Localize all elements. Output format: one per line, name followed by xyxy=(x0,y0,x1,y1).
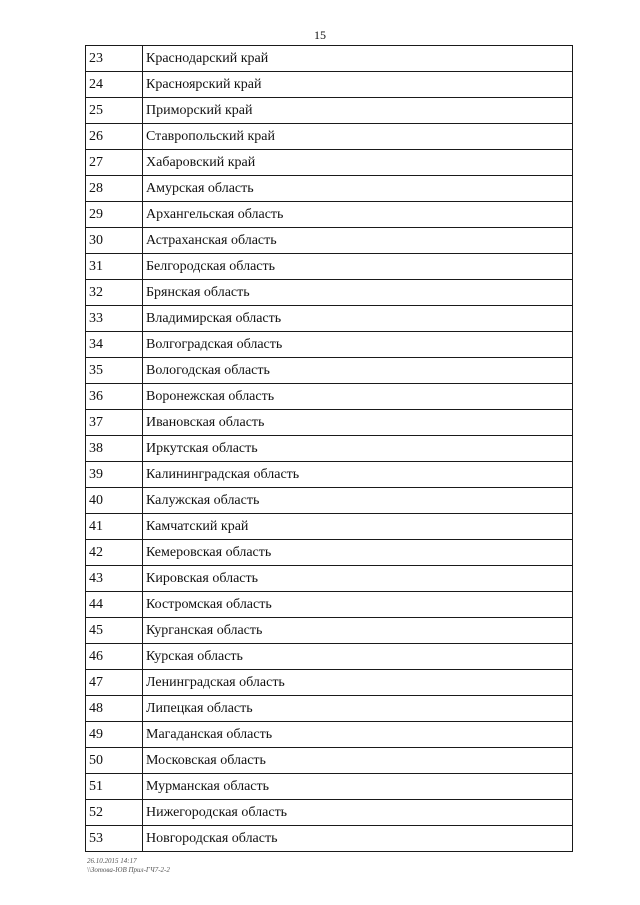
row-number-cell: 49 xyxy=(86,722,143,748)
row-number-cell: 27 xyxy=(86,150,143,176)
table-row xyxy=(86,774,573,800)
region-name-cell: Ставропольский край xyxy=(143,124,573,150)
row-number-cell: 52 xyxy=(86,800,143,826)
table-row xyxy=(86,462,573,488)
table-row xyxy=(86,722,573,748)
region-name-cell: Краснодарский край xyxy=(143,46,573,72)
row-number-cell: 47 xyxy=(86,670,143,696)
document-footer xyxy=(87,857,170,875)
table-row xyxy=(86,202,573,228)
region-name-cell: Камчатский край xyxy=(143,514,573,540)
table-row xyxy=(86,696,573,722)
row-number-cell: 46 xyxy=(86,644,143,670)
table-row xyxy=(86,280,573,306)
row-number-cell: 45 xyxy=(86,618,143,644)
region-name-cell: Владимирская область xyxy=(143,306,573,332)
table-row xyxy=(86,332,573,358)
region-name-cell: Магаданская область xyxy=(143,722,573,748)
table-row xyxy=(86,254,573,280)
region-name-cell: Московская область xyxy=(143,748,573,774)
table-row xyxy=(86,826,573,852)
table-row xyxy=(86,228,573,254)
table-row xyxy=(86,514,573,540)
table-row xyxy=(86,384,573,410)
table-row xyxy=(86,592,573,618)
region-name-cell: Архангельская область xyxy=(143,202,573,228)
row-number-cell: 30 xyxy=(86,228,143,254)
region-name-cell: Курганская область xyxy=(143,618,573,644)
row-number-cell: 24 xyxy=(86,72,143,98)
row-number-cell: 28 xyxy=(86,176,143,202)
row-number-cell: 31 xyxy=(86,254,143,280)
table-row xyxy=(86,358,573,384)
row-number-cell: 34 xyxy=(86,332,143,358)
region-name-cell: Кемеровская область xyxy=(143,540,573,566)
table-row xyxy=(86,98,573,124)
row-number-cell: 44 xyxy=(86,592,143,618)
region-name-cell: Красноярский край xyxy=(143,72,573,98)
row-number-cell: 33 xyxy=(86,306,143,332)
page-number: 15 xyxy=(314,28,326,42)
region-name-cell: Приморский край xyxy=(143,98,573,124)
row-number-cell: 25 xyxy=(86,98,143,124)
region-name-cell: Кировская область xyxy=(143,566,573,592)
row-number-cell: 43 xyxy=(86,566,143,592)
region-name-cell: Астраханская область xyxy=(143,228,573,254)
region-name-cell: Амурская область xyxy=(143,176,573,202)
row-number-cell: 38 xyxy=(86,436,143,462)
row-number-cell: 37 xyxy=(86,410,143,436)
table-row xyxy=(86,748,573,774)
row-number-cell: 53 xyxy=(86,826,143,852)
region-name-cell: Хабаровский край xyxy=(143,150,573,176)
table-row xyxy=(86,306,573,332)
regions-table-body xyxy=(86,46,573,852)
table-row xyxy=(86,150,573,176)
row-number-cell: 26 xyxy=(86,124,143,150)
table-row xyxy=(86,618,573,644)
row-number-cell: 40 xyxy=(86,488,143,514)
row-number-cell: 50 xyxy=(86,748,143,774)
table-row xyxy=(86,176,573,202)
row-number-cell: 48 xyxy=(86,696,143,722)
footer-timestamp: 26.10.2015 14:17 xyxy=(87,857,137,865)
region-name-cell: Ивановская область xyxy=(143,410,573,436)
row-number-cell: 29 xyxy=(86,202,143,228)
table-row xyxy=(86,540,573,566)
row-number-cell: 35 xyxy=(86,358,143,384)
region-name-cell: Курская область xyxy=(143,644,573,670)
region-name-cell: Калининградская область xyxy=(143,462,573,488)
region-name-cell: Вологодская область xyxy=(143,358,573,384)
row-number-cell: 32 xyxy=(86,280,143,306)
row-number-cell: 36 xyxy=(86,384,143,410)
region-name-cell: Брянская область xyxy=(143,280,573,306)
row-number-cell: 41 xyxy=(86,514,143,540)
region-name-cell: Воронежская область xyxy=(143,384,573,410)
region-name-cell: Новгородская область xyxy=(143,826,573,852)
table-row xyxy=(86,72,573,98)
table-row xyxy=(86,670,573,696)
row-number-cell: 23 xyxy=(86,46,143,72)
region-name-cell: Иркутская область xyxy=(143,436,573,462)
table-row xyxy=(86,644,573,670)
table-row xyxy=(86,436,573,462)
region-name-cell: Белгородская область xyxy=(143,254,573,280)
row-number-cell: 51 xyxy=(86,774,143,800)
table-row xyxy=(86,410,573,436)
regions-table xyxy=(85,45,573,852)
table-row xyxy=(86,124,573,150)
table-row xyxy=(86,46,573,72)
row-number-cell: 39 xyxy=(86,462,143,488)
table-row xyxy=(86,800,573,826)
row-number-cell: 42 xyxy=(86,540,143,566)
table-row xyxy=(86,566,573,592)
region-name-cell: Волгоградская область xyxy=(143,332,573,358)
footer-file-path: \\Зотова-ЮВ Прил-ГЧ7-2-2 xyxy=(87,866,170,874)
region-name-cell: Нижегородская область xyxy=(143,800,573,826)
table-row xyxy=(86,488,573,514)
region-name-cell: Ленинградская область xyxy=(143,670,573,696)
region-name-cell: Липецкая область xyxy=(143,696,573,722)
region-name-cell: Костромская область xyxy=(143,592,573,618)
region-name-cell: Мурманская область xyxy=(143,774,573,800)
region-name-cell: Калужская область xyxy=(143,488,573,514)
